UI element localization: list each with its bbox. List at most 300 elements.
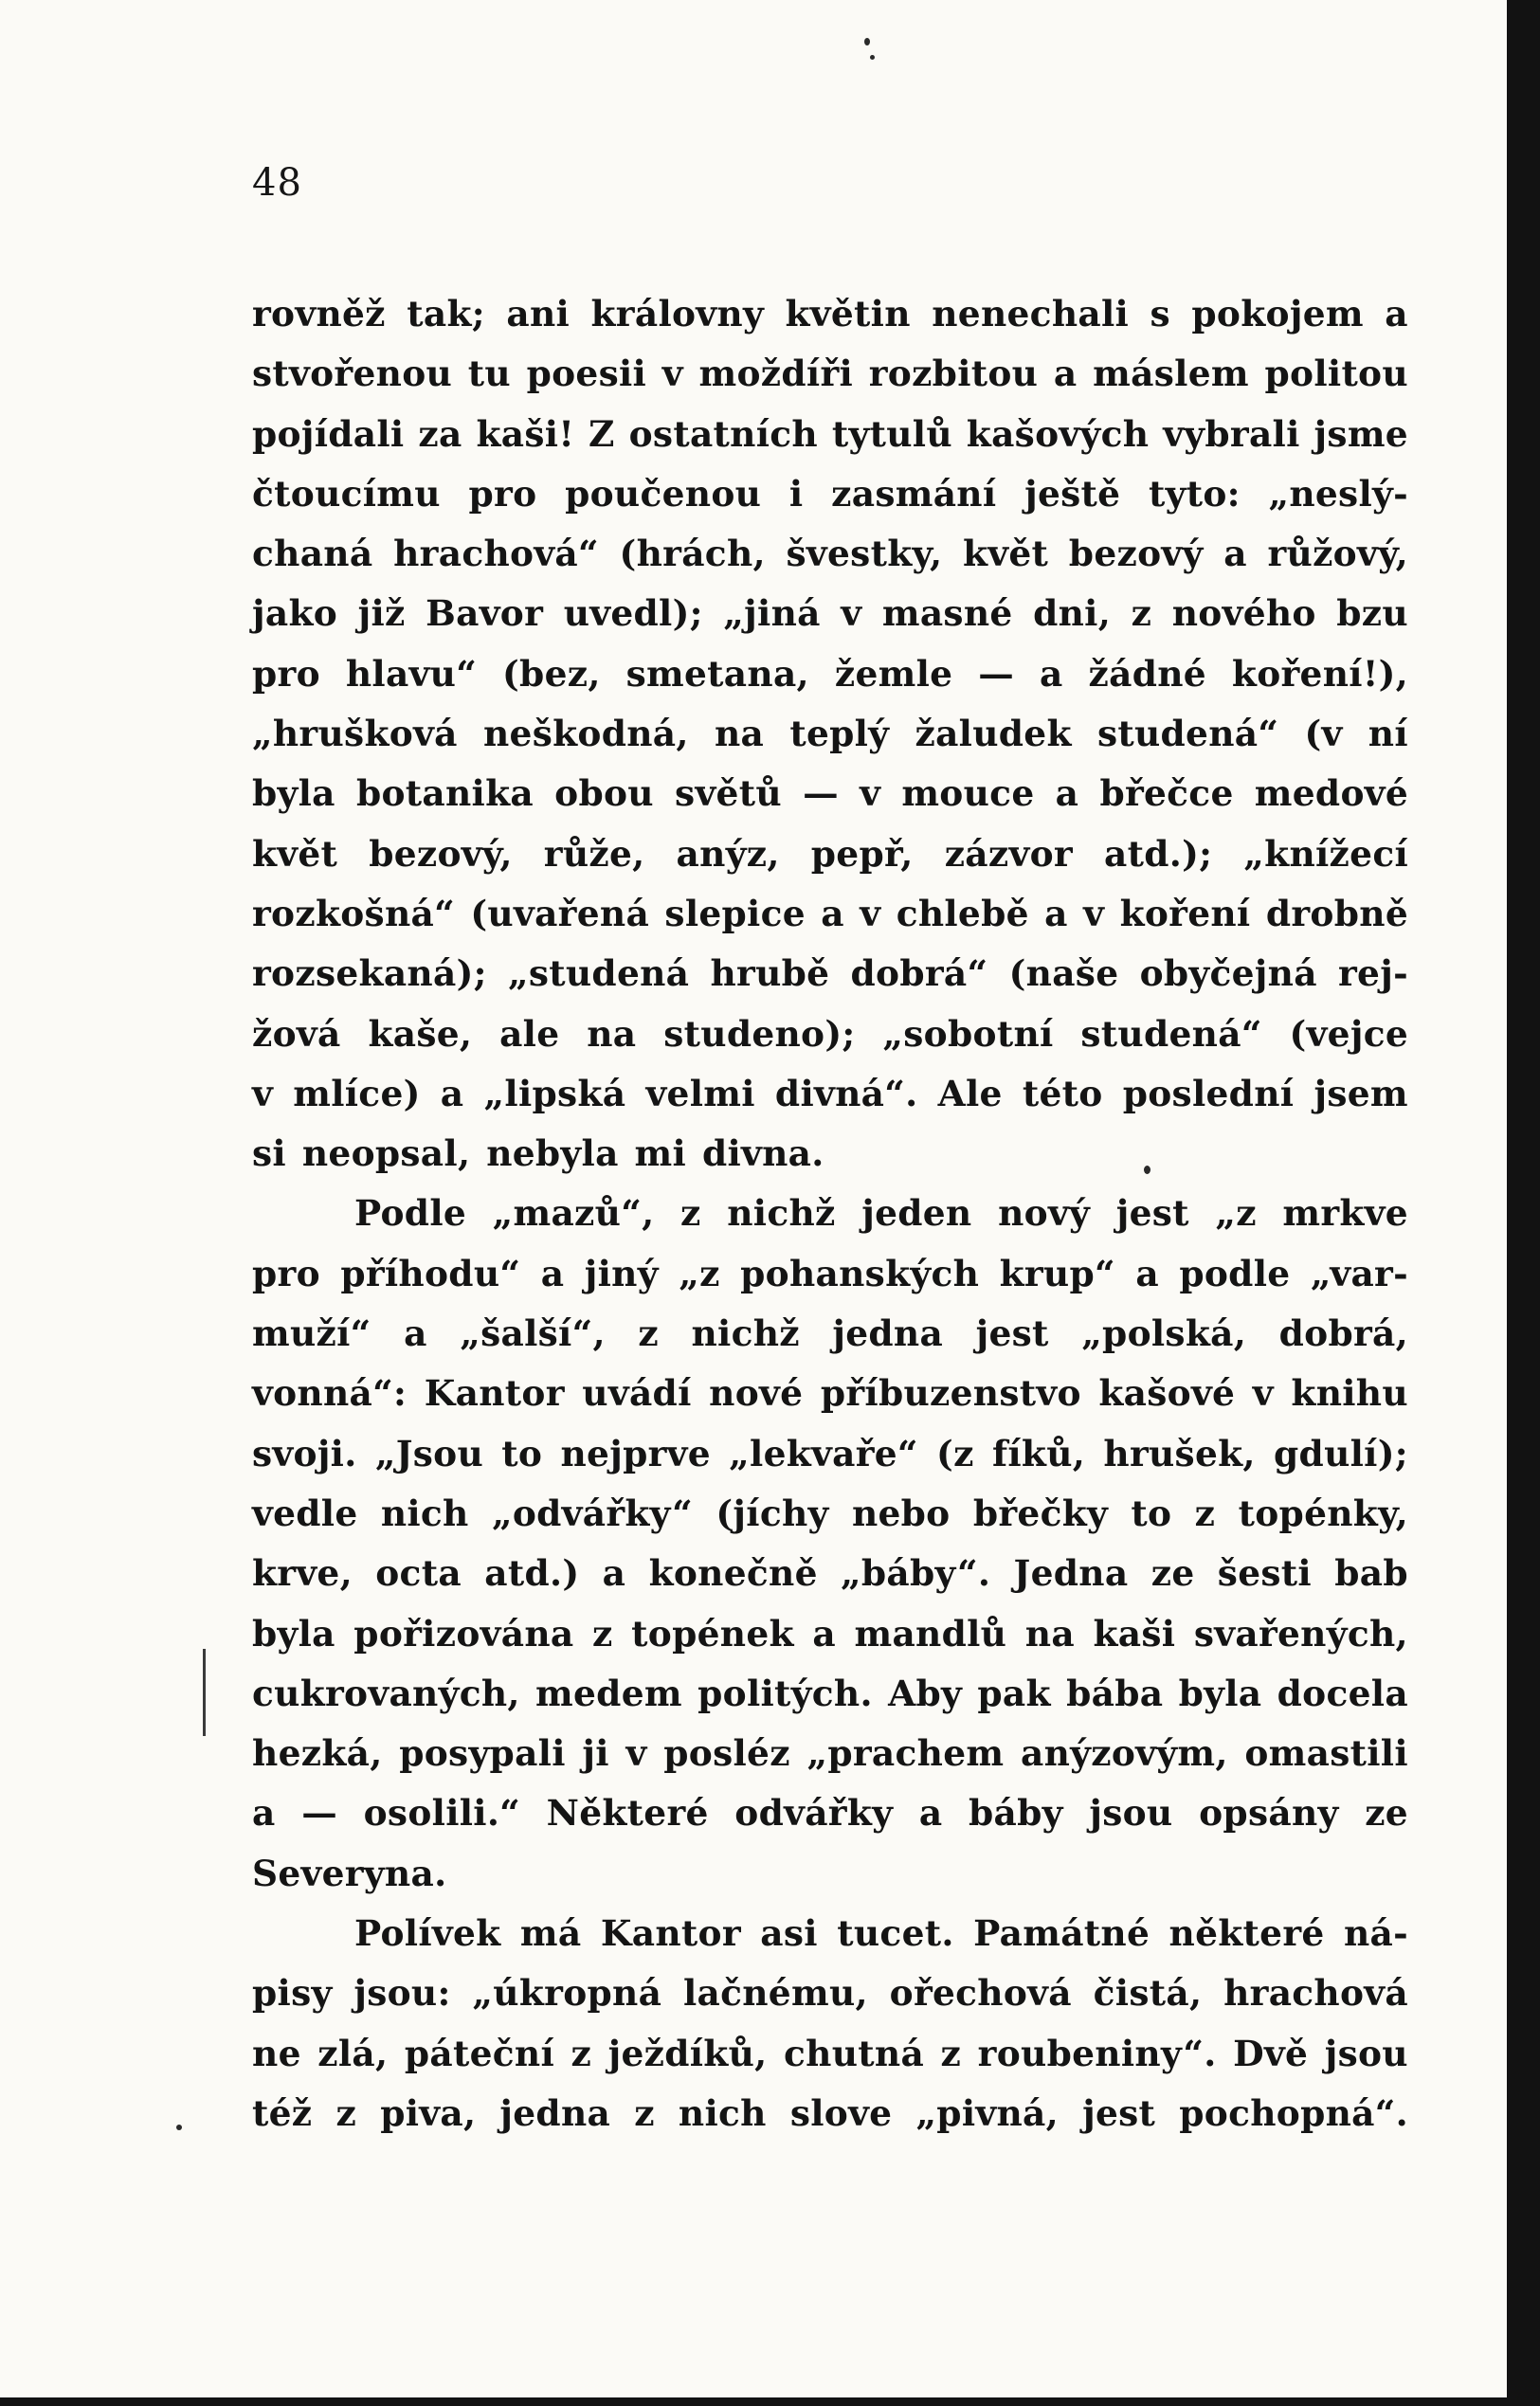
- word: mrkve: [1282, 1192, 1408, 1235]
- word: květin: [785, 293, 911, 335]
- text-line: [252, 944, 1408, 1004]
- word: stvořenou: [252, 353, 453, 395]
- text-line: [252, 1184, 1408, 1243]
- word: obou: [554, 772, 654, 815]
- word: (naše: [1008, 952, 1119, 995]
- word: zázvor: [944, 832, 1073, 875]
- word: světů: [675, 772, 782, 815]
- word: tytulů: [831, 412, 952, 455]
- word: a: [440, 1072, 464, 1114]
- word: hrachová“: [393, 533, 599, 575]
- word: lačnému,: [682, 1972, 868, 2015]
- word: v: [1252, 1372, 1274, 1415]
- word: vonná“:: [252, 1372, 408, 1415]
- word: dobrá“: [850, 952, 988, 995]
- word: jedna: [832, 1312, 944, 1355]
- word: Některé: [546, 1792, 709, 1835]
- word: poesii: [526, 353, 647, 395]
- word: příbuzenstvo: [820, 1372, 1081, 1415]
- word: jedna: [499, 2091, 611, 2134]
- word: gdulí);: [1274, 1432, 1408, 1474]
- word: byla: [252, 1612, 335, 1655]
- word: báby: [969, 1792, 1063, 1835]
- word: v: [625, 1732, 647, 1775]
- word: jiný: [584, 1252, 659, 1294]
- word: Dvě: [1233, 2032, 1309, 2074]
- word: poučenou: [565, 472, 762, 515]
- word: kašových: [966, 412, 1150, 455]
- ink-speck: [176, 2125, 182, 2130]
- word: anýz,: [676, 832, 780, 875]
- text-line: [252, 1844, 1408, 1904]
- scan-edge-right: [1507, 0, 1540, 2406]
- word: (hrách,: [619, 533, 766, 575]
- word: (uvařená: [470, 892, 650, 934]
- word: a: [1053, 353, 1078, 395]
- word: kaše,: [368, 1012, 473, 1055]
- text-line: [252, 764, 1408, 823]
- word: rozkošná“: [252, 892, 456, 934]
- text-line: [252, 644, 1408, 704]
- text-line: [252, 1604, 1408, 1664]
- word: květ: [252, 832, 338, 875]
- word: neopsal,: [301, 1132, 471, 1175]
- text-line: [252, 1244, 1408, 1304]
- word: a: [252, 1792, 276, 1835]
- word: uvedl);: [563, 592, 703, 635]
- word: atd.);: [1103, 832, 1213, 875]
- word: „mazů“,: [492, 1192, 655, 1235]
- word: octa: [375, 1552, 462, 1595]
- word: zlá,: [317, 2032, 389, 2074]
- word: v: [252, 1072, 274, 1114]
- word: kašové: [1098, 1372, 1236, 1415]
- word: slepice: [664, 892, 806, 934]
- word: pohanských: [740, 1252, 980, 1294]
- word: bzu: [1336, 592, 1408, 635]
- word: bezový,: [369, 832, 513, 875]
- word: knihu: [1291, 1372, 1408, 1415]
- word: Bavor: [426, 592, 544, 635]
- word: drobně: [1265, 892, 1408, 934]
- word: opsány: [1199, 1792, 1339, 1835]
- word: jsme: [1314, 412, 1408, 455]
- word: „sobotní: [882, 1012, 1054, 1055]
- word: Kantor: [600, 1912, 741, 1955]
- word: hrachová: [1223, 1972, 1408, 2015]
- word: hrušek,: [1103, 1432, 1256, 1474]
- text-line: [252, 1664, 1408, 1724]
- word: muží“: [252, 1312, 371, 1355]
- text-line: [252, 1904, 1408, 1963]
- text-line: [252, 1124, 1408, 1184]
- word: v: [661, 353, 683, 395]
- word: nebyla: [486, 1132, 619, 1175]
- word: ze: [1365, 1792, 1408, 1835]
- word: cukrovaných,: [252, 1672, 520, 1714]
- word: „jiná: [723, 592, 821, 635]
- word: tak;: [407, 293, 485, 335]
- word: neškodná,: [482, 713, 689, 755]
- word: ne: [252, 2032, 301, 2074]
- word: žová: [252, 1012, 341, 1055]
- word: a: [1039, 652, 1063, 695]
- word: „pivná,: [915, 2091, 1059, 2134]
- word: pojídali: [252, 412, 405, 455]
- word: —: [978, 652, 1015, 695]
- text-line: [252, 2024, 1408, 2084]
- word: rej-: [1338, 952, 1408, 995]
- word: chlebě: [896, 892, 1029, 934]
- word: Jedna: [1013, 1552, 1129, 1595]
- word: ani: [506, 293, 571, 335]
- word: vedle: [252, 1492, 358, 1534]
- text-line: [252, 464, 1408, 524]
- text-line: [252, 1484, 1408, 1544]
- word: nichž: [727, 1192, 836, 1235]
- word: „úkropná: [472, 1972, 662, 2015]
- word: hrubě: [710, 952, 830, 995]
- word: to: [1131, 1492, 1172, 1534]
- word: nich: [678, 2091, 767, 2134]
- text-line: [252, 884, 1408, 944]
- word: —: [301, 1792, 338, 1835]
- word: a: [602, 1552, 626, 1595]
- word: posypali: [399, 1732, 566, 1775]
- word: topének: [631, 1612, 794, 1655]
- word: (v: [1304, 713, 1343, 755]
- word: studená“: [1096, 713, 1279, 755]
- word: mi: [634, 1132, 687, 1175]
- text-line: [252, 1424, 1408, 1484]
- word: rozsekaná);: [252, 952, 487, 995]
- text-line: [252, 1064, 1408, 1124]
- word: královny: [590, 293, 765, 335]
- word: mouce: [901, 772, 1035, 815]
- word: (jíchy: [716, 1492, 829, 1534]
- word: bab: [1334, 1552, 1408, 1595]
- word: žemle: [834, 652, 953, 695]
- word: z: [592, 1612, 613, 1655]
- word: Polívek: [354, 1912, 501, 1955]
- word: medem: [535, 1672, 682, 1714]
- word: tu: [467, 353, 511, 395]
- word: moždíři: [698, 353, 854, 395]
- word: „Jsou: [374, 1432, 484, 1474]
- margin-pencil-mark: [203, 1649, 206, 1736]
- word: asi: [760, 1912, 818, 1955]
- word: některé: [1169, 1912, 1325, 1955]
- word: (z: [936, 1432, 974, 1474]
- word: rozbitou: [868, 353, 1039, 395]
- word: kaši!: [476, 412, 575, 455]
- word: ze: [1150, 1552, 1195, 1595]
- word: z: [571, 2032, 592, 2074]
- word: mlíce): [293, 1072, 421, 1114]
- word: a: [1135, 1252, 1159, 1294]
- ink-speck: [864, 38, 870, 45]
- body-text: [252, 284, 1408, 2144]
- word: nenechali: [932, 293, 1130, 335]
- scan-edge-bottom: [0, 2397, 1540, 2406]
- word: na: [714, 713, 765, 755]
- word: medové: [1254, 772, 1408, 815]
- word: svařených,: [1193, 1612, 1408, 1655]
- word: „polská,: [1081, 1312, 1247, 1355]
- word: —: [803, 772, 839, 815]
- text-line: [252, 1004, 1408, 1064]
- text-line: [252, 2084, 1408, 2144]
- word: to: [501, 1432, 543, 1474]
- word: studeno);: [663, 1012, 856, 1055]
- word: z: [335, 2091, 357, 2134]
- word: pořizována: [353, 1612, 574, 1655]
- word: též: [252, 2091, 313, 2134]
- word: divná“.: [774, 1072, 918, 1114]
- word: divna.: [701, 1132, 824, 1175]
- word: máslem: [1093, 353, 1249, 395]
- word: z: [680, 1192, 701, 1235]
- word: ná-: [1343, 1912, 1408, 1955]
- word: s: [1150, 293, 1170, 335]
- word: Památné: [973, 1912, 1150, 1955]
- word: hlavu“: [345, 652, 478, 695]
- text-line: [252, 1724, 1408, 1783]
- word: chutná: [784, 2032, 925, 2074]
- text-line: [252, 1304, 1408, 1364]
- word: z: [940, 2032, 962, 2074]
- word: jsem: [1314, 1072, 1408, 1114]
- word: páteční: [404, 2032, 554, 2074]
- word: jest: [975, 1312, 1049, 1355]
- word: smetana,: [625, 652, 809, 695]
- ink-speck: [1144, 1166, 1150, 1174]
- word: koření!),: [1231, 652, 1408, 695]
- word: „šalší“,: [460, 1312, 606, 1355]
- word: „studená: [507, 952, 690, 995]
- word: koření: [1119, 892, 1251, 934]
- word: podle: [1179, 1252, 1291, 1294]
- text-line: [252, 405, 1408, 464]
- word: v: [841, 592, 862, 635]
- word: kaši: [1093, 1612, 1176, 1655]
- text-line: [252, 1364, 1408, 1423]
- word: čistá,: [1093, 1972, 1203, 2015]
- word: Z: [589, 412, 615, 455]
- word: (bez,: [502, 652, 601, 695]
- word: i: [788, 472, 804, 515]
- word: ještě: [1024, 472, 1121, 515]
- word: má: [519, 1912, 582, 1955]
- word: piva,: [380, 2091, 477, 2134]
- word: nového: [1171, 592, 1316, 635]
- word: pro: [468, 472, 537, 515]
- word: z: [1131, 592, 1152, 635]
- word: příhodu“: [340, 1252, 521, 1294]
- word: bába: [1066, 1672, 1164, 1714]
- word: fíků,: [991, 1432, 1086, 1474]
- word: šesti: [1217, 1552, 1312, 1595]
- word: „odvářky“: [491, 1492, 694, 1534]
- text-line: [252, 824, 1408, 884]
- word: švestky,: [786, 533, 943, 575]
- word: ní: [1368, 713, 1408, 755]
- word: byla: [252, 772, 335, 815]
- word: a: [918, 1792, 943, 1835]
- word: jako: [252, 592, 338, 635]
- text-line: [252, 524, 1408, 584]
- word: v: [860, 772, 881, 815]
- word: „lipská: [483, 1072, 626, 1114]
- word: dni,: [1033, 592, 1112, 635]
- word: v: [1083, 892, 1105, 934]
- word: nichž: [691, 1312, 800, 1355]
- word: nejprve: [560, 1432, 711, 1474]
- word: z: [638, 1312, 659, 1355]
- word: bezový: [1068, 533, 1204, 575]
- text-line: [252, 344, 1408, 404]
- word: a: [1223, 533, 1247, 575]
- word: nebo: [851, 1492, 951, 1534]
- text-line: [252, 1963, 1408, 2023]
- word: nich: [380, 1492, 469, 1534]
- word: pro: [252, 1252, 320, 1294]
- word: zasmání: [831, 472, 997, 515]
- word: tucet.: [837, 1912, 954, 1955]
- word: a: [404, 1312, 427, 1355]
- word: ji: [582, 1732, 609, 1775]
- text-line: [252, 1544, 1408, 1603]
- word: krup“: [999, 1252, 1115, 1294]
- word: v: [860, 892, 881, 934]
- word: z: [1194, 1492, 1216, 1534]
- word: uvádí: [582, 1372, 692, 1415]
- word: „knížecí: [1243, 832, 1408, 875]
- word: velmi: [645, 1072, 755, 1114]
- word: Severyna.: [252, 1852, 447, 1894]
- word: „z: [679, 1252, 720, 1294]
- word: poslední: [1122, 1072, 1295, 1114]
- word: posléz: [663, 1732, 790, 1775]
- word: Aby: [888, 1672, 963, 1714]
- word: politou: [1264, 353, 1408, 395]
- word: čtoucímu: [252, 472, 441, 515]
- word: „prachem: [806, 1732, 1005, 1775]
- word: jsou:: [353, 1972, 451, 2015]
- word: růžový,: [1267, 533, 1408, 575]
- word: ostatních: [628, 412, 818, 455]
- word: břečky: [972, 1492, 1109, 1534]
- word: jsou: [1324, 2032, 1408, 2074]
- word: jeden: [861, 1192, 972, 1235]
- word: a: [812, 1612, 836, 1655]
- word: pepř,: [810, 832, 914, 875]
- word: a: [821, 892, 844, 934]
- word: dobrá,: [1278, 1312, 1408, 1355]
- word: rovněž: [252, 293, 386, 335]
- word: „var-: [1310, 1252, 1408, 1294]
- word: byla: [1178, 1672, 1262, 1714]
- word: pisy: [252, 1972, 333, 2015]
- word: nové: [709, 1372, 804, 1415]
- word: konečně: [648, 1552, 818, 1595]
- word: Ale: [937, 1072, 1003, 1114]
- ink-speck: [870, 55, 875, 60]
- word: jest: [1082, 2091, 1156, 2134]
- word: Podle: [354, 1192, 467, 1235]
- word: této: [1022, 1072, 1103, 1114]
- word: břečce: [1099, 772, 1234, 815]
- word: Kantor: [424, 1372, 565, 1415]
- text-line: [252, 1783, 1408, 1843]
- word: teplý: [789, 713, 890, 755]
- word: obyčejná: [1139, 952, 1317, 995]
- word: ale: [499, 1012, 560, 1055]
- word: „báby“.: [841, 1552, 991, 1595]
- word: růže,: [543, 832, 645, 875]
- word: krve,: [252, 1552, 353, 1595]
- word: odvářky: [734, 1792, 894, 1835]
- word: a: [1055, 772, 1079, 815]
- text-line: [252, 584, 1408, 643]
- word: masné: [881, 592, 1013, 635]
- word: tyto:: [1149, 472, 1241, 515]
- word: omastili: [1244, 1732, 1408, 1775]
- word: na: [1024, 1612, 1075, 1655]
- word: na: [587, 1012, 637, 1055]
- word: si: [252, 1132, 286, 1175]
- word: (vejce: [1289, 1012, 1408, 1055]
- word: za: [418, 412, 462, 455]
- word: a: [1385, 293, 1408, 335]
- word: „neslý-: [1268, 472, 1408, 515]
- word: jest: [1115, 1192, 1189, 1235]
- word: svoji.: [252, 1432, 357, 1474]
- word: slove: [789, 2091, 893, 2134]
- word: vybrali: [1163, 412, 1300, 455]
- word: květ: [963, 533, 1049, 575]
- text-line: [252, 284, 1408, 344]
- text-line: [252, 704, 1408, 764]
- word: topénky,: [1238, 1492, 1408, 1534]
- word: žaludek: [915, 713, 1072, 755]
- word: jsou: [1089, 1792, 1173, 1835]
- word: „z: [1215, 1192, 1257, 1235]
- word: z: [634, 2091, 655, 2134]
- word: ořechová: [889, 1972, 1072, 2015]
- word: studená“: [1080, 1012, 1262, 1055]
- word: chaná: [252, 533, 373, 575]
- word: žádné: [1088, 652, 1206, 695]
- word: „hrušková: [252, 713, 458, 755]
- word: roubeniny“.: [977, 2032, 1217, 2074]
- word: hezká,: [252, 1732, 383, 1775]
- word: nový: [998, 1192, 1091, 1235]
- word: politých.: [698, 1672, 873, 1714]
- word: anýzovým,: [1021, 1732, 1228, 1775]
- word: již: [357, 592, 406, 635]
- word: pokojem: [1191, 293, 1364, 335]
- page-number: 48: [252, 161, 302, 205]
- word: atd.): [484, 1552, 580, 1595]
- word: pak: [977, 1672, 1051, 1714]
- word: pochopná“.: [1179, 2091, 1408, 2134]
- word: pro: [252, 652, 320, 695]
- word: osolili.“: [363, 1792, 521, 1835]
- word: a: [1044, 892, 1068, 934]
- word: docela: [1277, 1672, 1408, 1714]
- word: ježdíků,: [607, 2032, 768, 2074]
